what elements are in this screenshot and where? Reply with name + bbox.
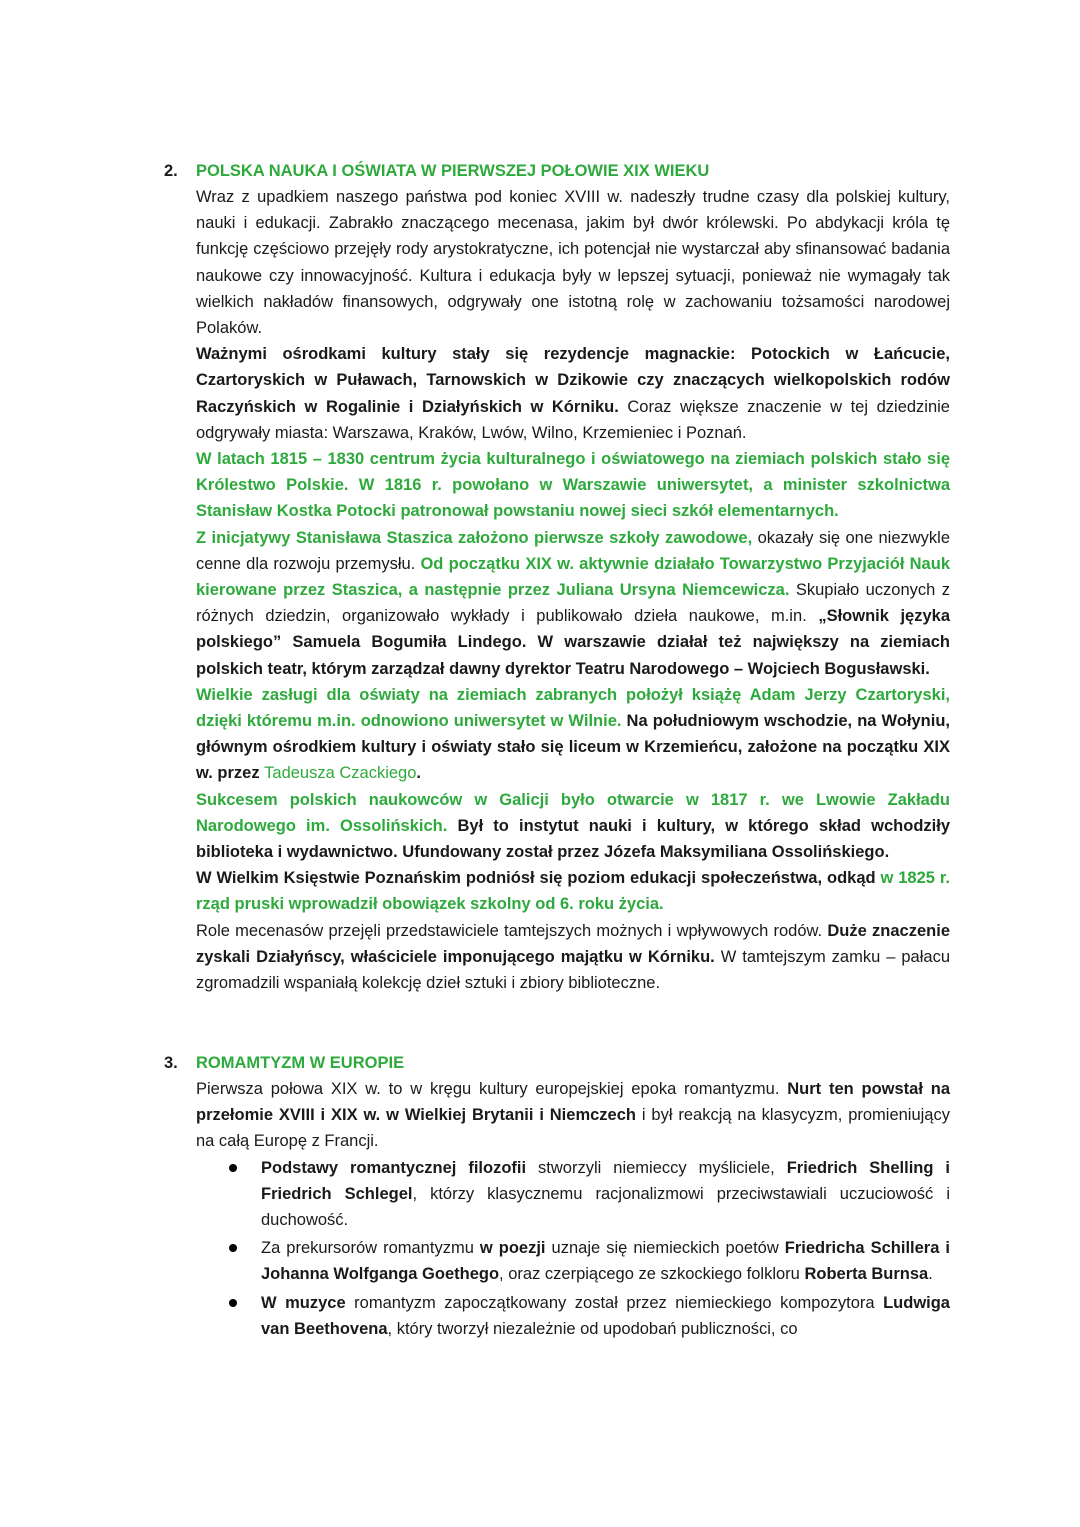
paragraph-text: Role mecenasów przejęli przedstawiciele tamtejszych możnych i wpływowych rodów. [196, 921, 828, 940]
paragraph-text: . [928, 1265, 933, 1284]
paragraph-text: , oraz czerpiącego ze szkockiego folkloru [499, 1265, 805, 1284]
bold-text: Duże znaczenie zyskali Działyńscy, właściciele imponującego majątku w Kórniku. [196, 921, 950, 966]
bold-text: Ważnymi ośrodkami kultury stały się rezydencje magnackie: Potockich w Łańcucie, Czartoryskich w Puławach, Tarnowskich w Dzikowie czy znaczących wielkopolskich rodów Raczyńskich w Rogalinie i Działyńskich w Kórniku. [196, 345, 950, 416]
bold-text: Nurt ten powstał na przełomie XVIII i XIX w. w Wielkiej Brytanii i Niemczech [196, 1080, 951, 1125]
green-highlight-text: Z inicjatywy Stanisława Staszica założono pierwsze szkoły zawodowe, [196, 528, 753, 547]
paragraph-text: i był reakcją na klasycyzm, promieniujący na całą Europę z Francji. [196, 1106, 950, 1151]
section-3 [0, 1050, 1080, 1344]
green-highlight-text: Sukcesem polskich naukowców w Galicji było otwarcie w 1817 r. we Lwowie Zakładu Narodowego im. Ossolińskich. [196, 790, 950, 835]
bullet-icon [229, 1164, 237, 1172]
paragraph-text: stworzyli niemieccy myśliciele, [526, 1158, 787, 1177]
paragraph-text: Za prekursorów romantyzmu [261, 1239, 480, 1258]
bold-text: Friedricha Schillera i Johanna Wolfganga Goethego [261, 1239, 951, 1284]
paragraph-text: Pierwsza połowa XIX w. to w kręgu kultury europejskiej epoka romantyzmu. [196, 1080, 788, 1098]
section-2-paragraph-5 [196, 682, 950, 787]
green-highlight-text: w 1825 r. rząd pruski wprowadził obowiązek szkolny od 6. roku życia. [196, 869, 950, 914]
bold-text: „Słownik języka polskiego” Samuela Bogumiła Lindego. W warszawie działał też największy na ziemiach polskich teatr, którym zarządzał dawny dyrektor Teatru Narodowego – Wojciech Bogusławski. [196, 607, 951, 678]
green-highlight-text: W latach 1815 – 1830 centrum życia kulturalnego i oświatowego na ziemiach polskich stało się Królestwo Polskie. W 1816 r. powołano w Warszawie uniwersytet, a minister szkolnictwa Stanisław Kostka Potocki patronował powstaniu nowej sieci szkół elementarnych. [196, 450, 950, 521]
bold-text: Na południowym wschodzie, na Wołyniu, głównym ośrodkiem kultury i oświaty stało się liceum w Krzemieńcu, założone na początku XIX w. przez [196, 712, 950, 783]
section-3-title: ROMAMTYZM W EUROPIE [196, 1054, 405, 1072]
bold-text: Friedrich Shelling i Friedrich Schlegel [261, 1158, 950, 1203]
section-2-heading [0, 158, 1080, 184]
list-item [196, 1290, 950, 1342]
bold-text: . [416, 764, 422, 783]
paragraph-text: Wraz z upadkiem naszego państwa pod koniec XVIII w. nadeszły trudne czasy dla polskiej kultury, nauki i edukacji. Zabrakło znaczącego mecenasa, jakim był dwór królewski. Po abdykacji króla tę funkcję częściowo przejęły rody arystokratyczne, ich potencjał nie wystarczał aby sfinansować badania naukowe czy innowacyjność. Kultura i edukacja były w lepszej sytuacji, ponieważ nie wymagały tak wielkich nakładów finansowych, odgrywały one istotną rolę w zachowaniu tożsamości narodowej Polaków. [196, 188, 950, 338]
list-item [196, 1235, 950, 1287]
bullet-icon [229, 1244, 237, 1252]
section-2-paragraph-4 [196, 525, 950, 682]
section-2-paragraph-1 [196, 184, 950, 341]
section-2-paragraph-7 [196, 865, 950, 917]
section-2 [0, 158, 1080, 996]
paragraph-text: uznaje się niemieckich poetów [545, 1239, 785, 1258]
paragraph-text: Coraz większe znaczenie w tej dziedzinie odgrywały miasta: Warszawa, Kraków, Lwów, Wilno, Krzemieniec i Poznań. [196, 397, 950, 442]
section-3-bullet-list [196, 1155, 950, 1342]
section-3-heading [0, 1050, 1080, 1076]
bullet-icon [229, 1299, 237, 1307]
section-2-paragraph-3 [196, 446, 950, 525]
section-2-paragraph-8 [196, 918, 950, 997]
paragraph-text: , który tworzył niezależnie od upodobań publiczności, co [387, 1319, 798, 1338]
section-3-paragraph-1 [196, 1076, 950, 1155]
paragraph-text: , którzy klasycznemu racjonalizmowi przeciwstawiali uczuciowość i duchowość. [261, 1184, 950, 1230]
section-2-paragraph-2 [196, 341, 950, 446]
green-highlight-text: Wielkie zasługi dla oświaty na ziemiach zabranych położył książę Adam Jerzy Czartoryski, dzięki któremu m.in. odnowiono uniwersytet w Wilnie. [196, 685, 950, 731]
list-item [196, 1155, 950, 1234]
bold-text: Ludwiga van Beethovena [261, 1293, 950, 1338]
bold-text: W muzyce [261, 1293, 346, 1312]
section-3-number: 3. [164, 1054, 178, 1072]
bold-text: Roberta Burnsa [804, 1265, 929, 1284]
paragraph-text: W tamtejszym zamku – pałacu zgromadzili wspaniałą kolekcję dzieł sztuki i zbiory biblioteczne. [196, 947, 950, 993]
bold-text: Podstawy romantycznej filozofii [261, 1158, 527, 1177]
paragraph-text: Skupiało uczonych z różnych dziedzin, organizowało wykłady i publikowało dzieła naukowe, m.in. [196, 581, 950, 626]
paragraph-text: okazały się one niezwykle cenne dla rozwoju przemysłu. [196, 528, 951, 573]
bold-text: w poezji [479, 1239, 546, 1258]
section-2-number: 2. [164, 162, 178, 180]
section-2-paragraph-6 [196, 787, 950, 866]
bold-text: W Wielkim Księstwie Poznańskim podniósł się poziom edukacji społeczeństwa, odkąd [196, 869, 881, 888]
paragraph-text: romantyzm zapoczątkowany został przez niemieckiego kompozytora [345, 1293, 884, 1312]
green-highlight-text: Od początku XIX w. aktywnie działało Towarzystwo Przyjaciół Nauk kierowane przez Staszica, a następnie przez Juliana Ursyna Niemcewicza. [196, 554, 950, 600]
green-highlight-text: Tadeusza Czackiego [264, 764, 417, 783]
bold-text: Był to instytut nauki i kultury, w którego skład wchodziły biblioteka i wydawnictwo. Ufundowany został przez Józefa Maksymiliana Ossolińskiego. [196, 816, 950, 862]
section-2-title: POLSKA NAUKA I OŚWIATA W PIERWSZEJ POŁOWIE XIX WIEKU [196, 162, 710, 180]
